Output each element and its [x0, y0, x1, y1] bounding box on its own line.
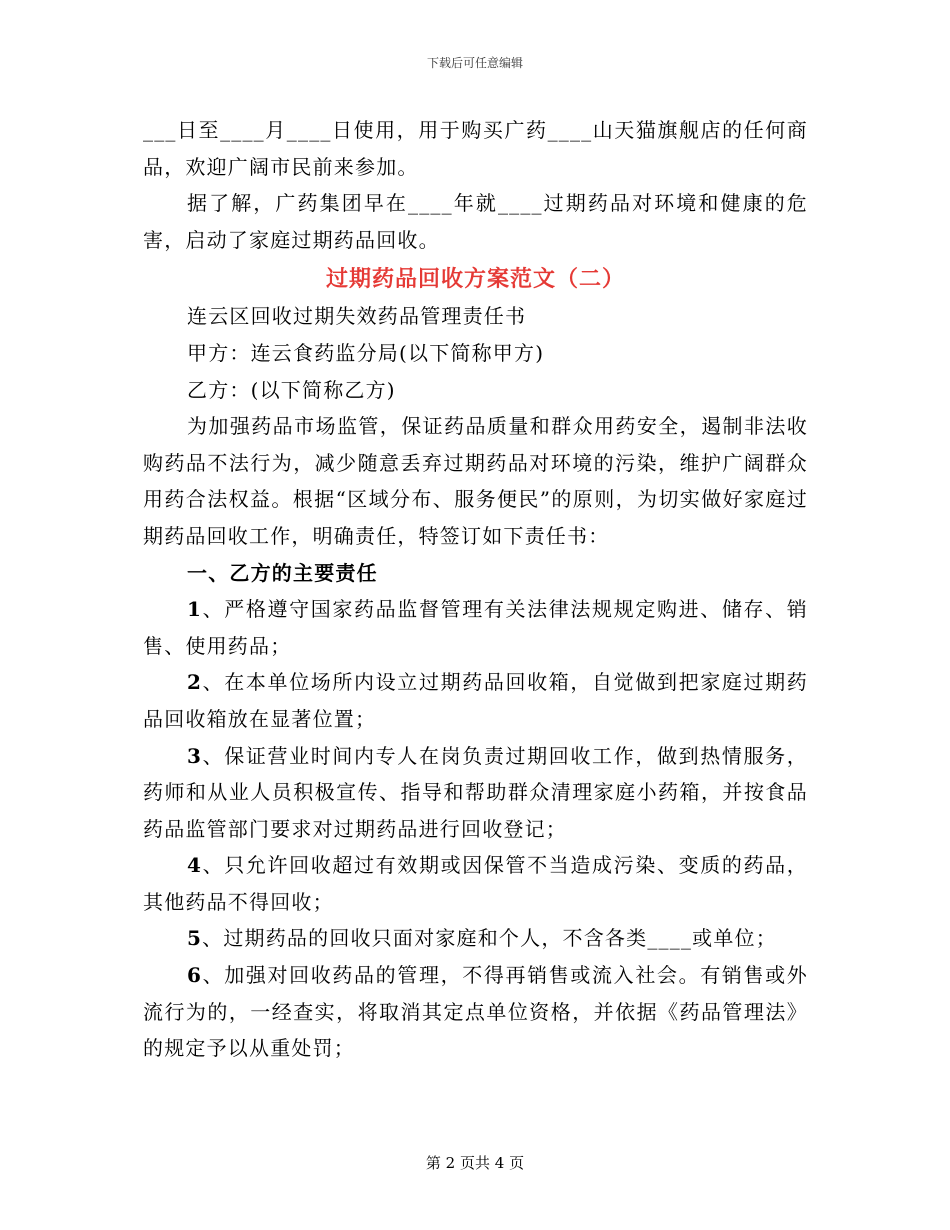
heading-party-b-duties: 一、乙方的主要责任 — [187, 560, 378, 585]
item-number: 4 — [187, 853, 203, 878]
page-header-note: 下载后可任意编辑 — [426, 56, 523, 70]
page-footer-number: 第 2 页共 4 页 — [425, 1154, 525, 1172]
list-item — [143, 664, 808, 737]
section-title: 过期药品回收方案范文（二） — [325, 266, 625, 293]
item-number: 6 — [187, 963, 203, 988]
intro-paragraph: 为加强药品市场监管，保证药品质量和群众用药安全，遏制非法收购药品不法行为，减少随意丢弃过期药品对环境的污染，维护广阔群众用药合法权益。根据“区域分布、服务便民”的原则，为切实做好家庭过期药品回收工作，明确责任，特签订如下责任书： — [143, 414, 808, 548]
list-item — [143, 847, 808, 920]
item-text: 、过期药品的回收只面对家庭和个人，不含各类____或单位； — [202, 926, 777, 951]
item-number: 5 — [187, 926, 203, 951]
party-b-line: 乙方：(以下简称乙方) — [187, 377, 396, 402]
list-item — [143, 920, 808, 957]
list-item — [143, 591, 808, 664]
party-a-line: 甲方：连云食药监分局(以下简称甲方) — [187, 340, 545, 365]
item-number: 3 — [187, 743, 203, 768]
list-item — [143, 738, 808, 848]
item-text: 、严格遵守国家药品监督管理有关法律法规规定购进、储存、销售、使用药品； — [143, 597, 808, 658]
item-text: 、加强对回收药品的管理，不得再销售或流入社会。有销售或外流行为的，一经查实，将取消其定点单位资格，并依据《药品管理法》的规定予以从重处罚； — [143, 963, 808, 1061]
paragraph-background: 据了解，广药集团早在____年就____过期药品对环境和健康的危害，启动了家庭过期药品回收。 — [143, 191, 808, 252]
item-text: 、在本单位场所内设立过期药品回收箱，自觉做到把家庭过期药品回收箱放在显著位置； — [143, 670, 808, 731]
item-text: 、保证营业时间内专人在岗负责过期回收工作，做到热情服务，药师和从业人员积极宣传、指导和帮助群众清理家庭小药箱，并按食品药品监管部门要求对过期药品进行回收登记； — [143, 743, 808, 841]
list-item — [143, 957, 808, 1067]
document-body — [143, 112, 808, 1067]
item-number: 1 — [187, 597, 203, 622]
item-text: 、只允许回收超过有效期或因保管不当造成污染、变质的药品，其他药品不得回收； — [143, 853, 808, 914]
item-number: 2 — [187, 670, 203, 695]
paragraph-event-info: ___日至____月____日使用，用于购买广药____山天猫旗舰店的任何商品，欢迎广阔市民前来参加。 — [143, 118, 808, 179]
document-title: 连云区回收过期失效药品管理责任书 — [187, 304, 527, 329]
